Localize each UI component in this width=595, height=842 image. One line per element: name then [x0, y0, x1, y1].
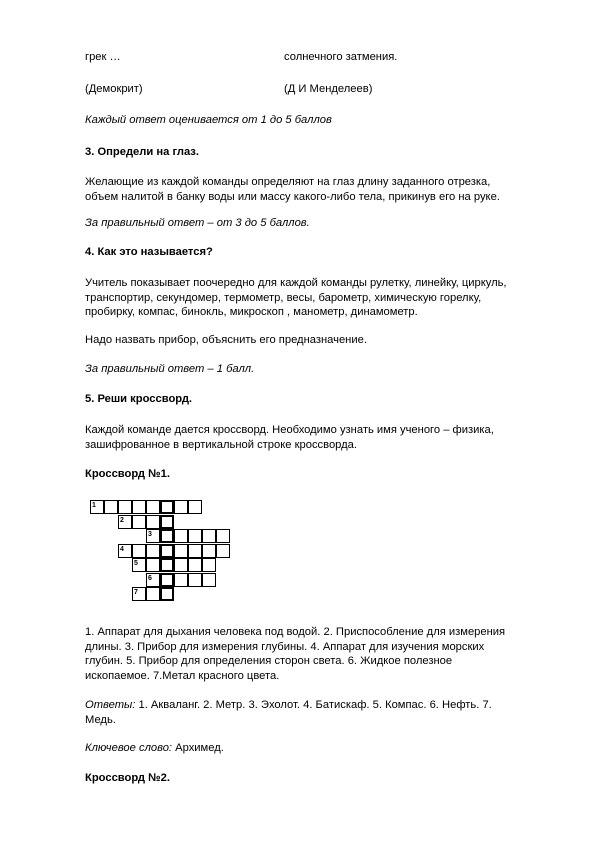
section5-line: Каждой команде дается кроссворд. Необходимо узнать имя ученого – физика,: [85, 424, 494, 436]
crossword-cell: [132, 544, 146, 558]
crossword-cell: [174, 529, 188, 543]
crossword-cell: [174, 558, 188, 572]
crossword-cell: [146, 544, 160, 558]
crossword-clue-number: 7: [134, 589, 138, 596]
crossword-clue-number: 2: [120, 516, 124, 524]
crossword-cell: [174, 573, 188, 587]
crossword1-title: Кроссворд №1.: [85, 468, 170, 480]
crossword-cell: [160, 587, 174, 601]
clue-line: глубин. 5. Прибор для определения сторон света. 6. Жидкое полезное: [85, 655, 453, 668]
score-note: Каждый ответ оценивается от 1 до 5 баллов: [85, 114, 332, 126]
crossword-clue-number: 5: [134, 560, 138, 567]
section3-body: [85, 175, 555, 204]
section4-heading: 4. Как это называется?: [85, 246, 213, 258]
crossword-cell: [216, 529, 230, 543]
crossword-cell: [146, 515, 160, 529]
crossword-cell: [104, 500, 118, 514]
crossword-clue-number: 3: [148, 531, 152, 538]
crossword-cell: [202, 573, 216, 587]
crossword-cell: [188, 558, 202, 572]
section4-line: Учитель показывает поочередно для каждой команды рулетку, линейку, циркуль,: [85, 277, 507, 289]
clue-line: длины. 3. Прибор для измерения глубины. 4. Аппарат для изучения морских: [85, 640, 485, 653]
crossword-cell: [160, 544, 174, 558]
crossword-cell: [160, 500, 174, 514]
crossword-cell: [146, 500, 160, 514]
crossword-cell: [160, 515, 174, 529]
crossword1-clues: [85, 625, 555, 683]
crossword-cell: [188, 544, 202, 558]
crossword2-title: Кроссворд №2.: [85, 772, 170, 784]
top-right-text: солнечного затмения.: [284, 51, 398, 63]
crossword1-answers: [85, 698, 555, 727]
section3-score: За правильный ответ – от 3 до 5 баллов.: [85, 217, 310, 229]
crossword-cell: [202, 544, 216, 558]
section4-body: [85, 276, 555, 320]
crossword-cell: [174, 544, 188, 558]
crossword-cell: [160, 558, 174, 572]
author-mendeleev: (Д И Менделеев): [284, 83, 373, 95]
section4-task: Надо назвать прибор, объяснить его предназначение.: [85, 334, 367, 346]
section3-line: Желающие из каждой команды определяют на глаз длину заданного отрезка,: [85, 176, 491, 188]
crossword-clue-number: 6: [148, 574, 152, 582]
crossword-cell: [160, 573, 174, 587]
crossword-cell: [188, 529, 202, 543]
crossword-cell: [132, 515, 146, 529]
answers-label: Ответы:: [85, 699, 136, 711]
answers-text-cont: Медь.: [85, 713, 116, 726]
crossword-clue-number: 1: [92, 502, 96, 509]
keyword-label: Ключевое слово:: [85, 742, 173, 754]
author-democritus: (Демокрит): [85, 83, 143, 95]
crossword-clue-number: 4: [120, 545, 124, 553]
crossword-cell: [174, 500, 188, 514]
crossword-cell: [160, 529, 174, 543]
crossword-cell: [202, 558, 216, 572]
section5-body: [85, 423, 555, 452]
crossword-cell: [146, 587, 160, 601]
keyword-value: Архимед.: [172, 742, 224, 754]
section4-line: транспортир, секундомер, термометр, весы, барометр, химическую горелку,: [85, 291, 482, 304]
section5-heading: 5. Реши кроссворд.: [85, 393, 193, 405]
crossword-cell: [146, 558, 160, 572]
section4-line: пробирку, компас, бинокль, микроскоп , манометр, динамометр.: [85, 306, 418, 319]
answers-text: 1. Акваланг. 2. Метр. 3. Эхолот. 4. Батискаф. 5. Компас. 6. Нефть. 7.: [135, 699, 492, 711]
crossword-cell: [188, 573, 202, 587]
crossword-cell: [188, 500, 202, 514]
clue-line: ископаемое. 7.Метал красного цвета.: [85, 669, 280, 682]
section3-line: объем налитой в банку воды или массу какого-либо тела, прикинув его на руке.: [85, 190, 500, 203]
section5-line: зашифрованное в вертикальной строке кроссворда.: [85, 438, 357, 451]
crossword-cell: [216, 544, 230, 558]
crossword-cell: [202, 529, 216, 543]
section4-score: За правильный ответ – 1 балл.: [85, 363, 255, 375]
clue-line: 1. Аппарат для дыхания человека под водой. 2. Приспособление для измерения: [85, 626, 506, 638]
top-left-text: грек …: [85, 51, 121, 63]
keyword-line: [85, 741, 224, 755]
crossword-cell: [132, 500, 146, 514]
section3-heading: 3. Определи на глаз.: [85, 146, 199, 158]
crossword-cell: [118, 500, 132, 514]
